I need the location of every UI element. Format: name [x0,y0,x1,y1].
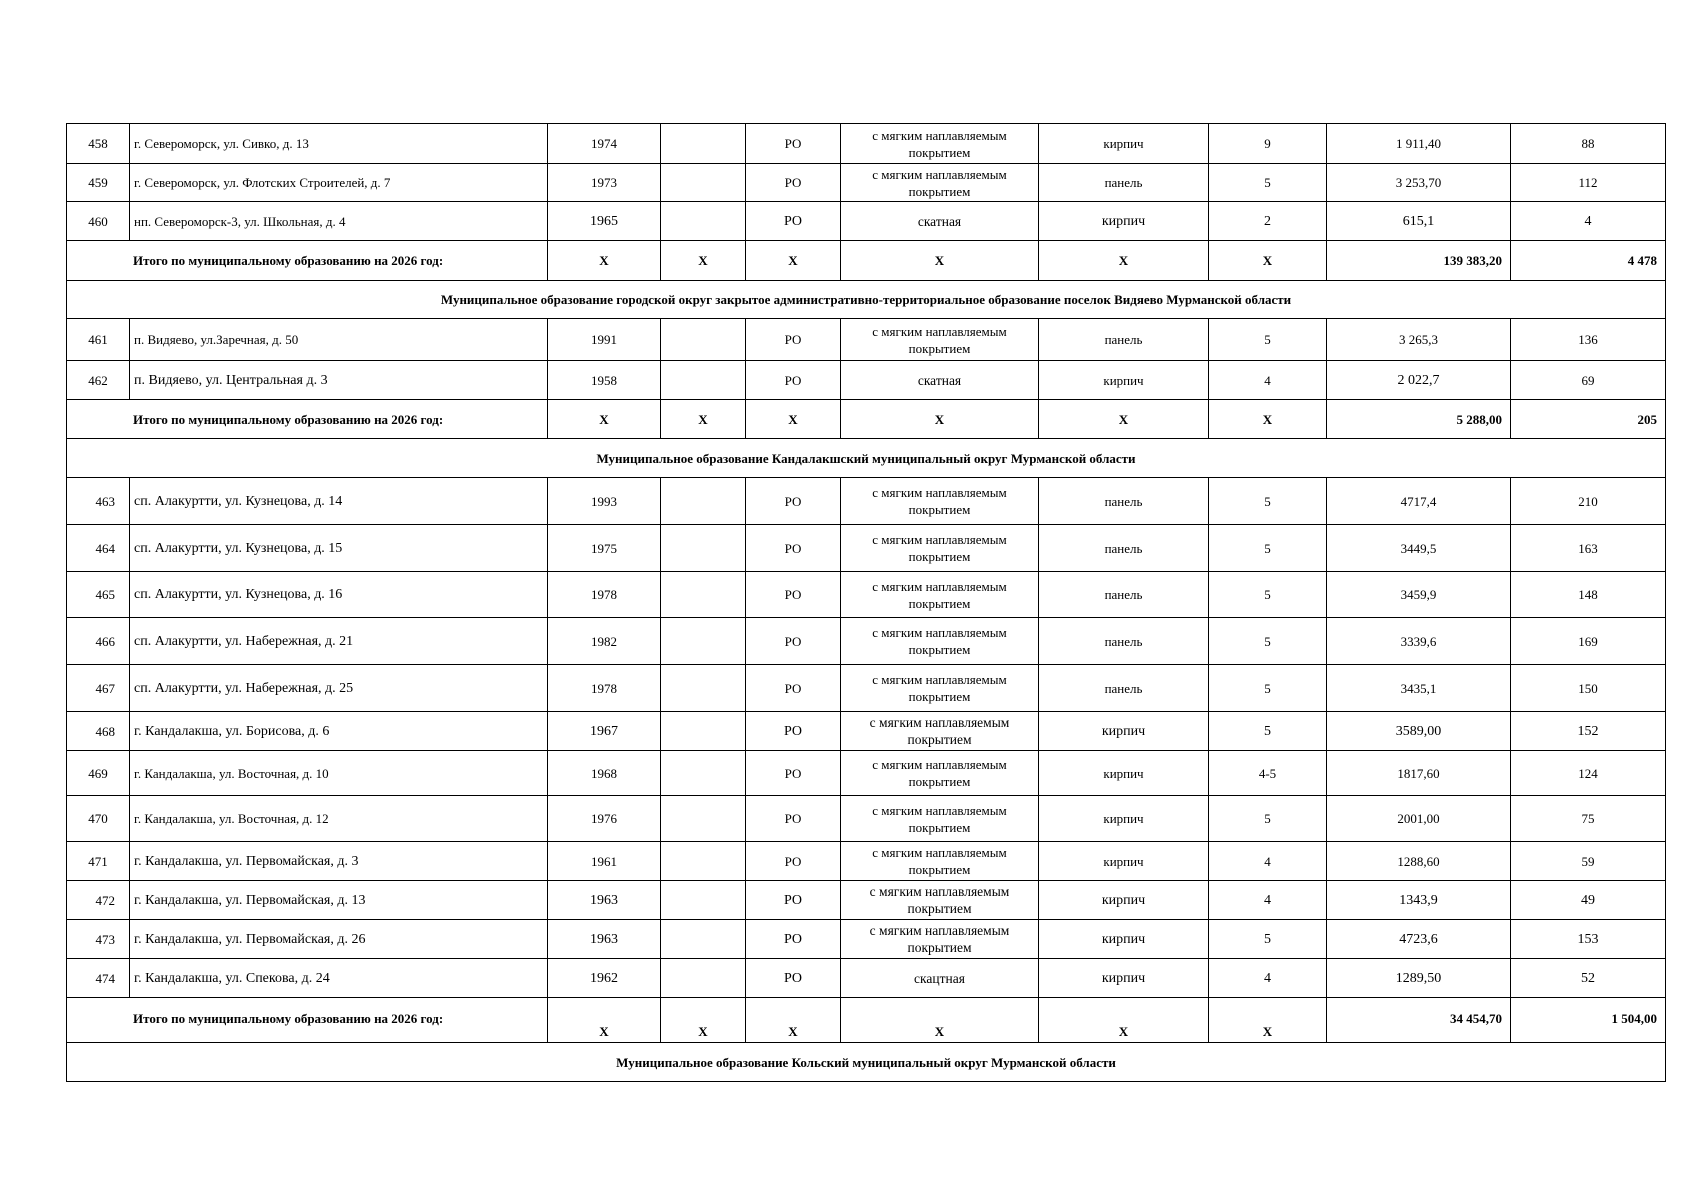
total-x-mark: Х [661,400,746,439]
total-x-mark: Х [661,241,746,281]
row-floors: 5 [1209,478,1327,525]
row-year: 1974 [548,124,661,164]
row-area: 3339,6 [1327,618,1511,665]
row-number: 470 [67,796,130,842]
row-blank [661,319,746,361]
total-row [67,400,1666,439]
row-year: 1982 [548,618,661,665]
total-x-mark: Х [841,998,1039,1043]
row-year: 1978 [548,572,661,618]
row-material: кирпич [1039,202,1209,241]
row-residents: 152 [1511,712,1666,751]
row-number: 462 [67,361,130,400]
row-address: г. Кандалакша, ул. Спекова, д. 24 [130,959,548,998]
row-type: РО [746,319,841,361]
row-number: 472 [67,881,130,920]
row-blank [661,751,746,796]
row-year: 1962 [548,959,661,998]
row-number: 466 [67,618,130,665]
table-row [67,959,1666,998]
total-residents: 205 [1511,400,1666,439]
row-floors: 4 [1209,361,1327,400]
row-blank [661,525,746,572]
section-row [67,1043,1666,1082]
table-row [67,124,1666,164]
row-area: 4723,6 [1327,920,1511,959]
row-residents: 150 [1511,665,1666,712]
row-floors: 9 [1209,124,1327,164]
row-type: РО [746,572,841,618]
row-number: 463 [67,478,130,525]
row-roof: с мягким наплавляемым покрытием [841,525,1039,572]
row-area: 3459,9 [1327,572,1511,618]
row-year: 1973 [548,164,661,202]
row-residents: 124 [1511,751,1666,796]
row-blank [661,478,746,525]
row-year: 1967 [548,712,661,751]
row-residents: 148 [1511,572,1666,618]
total-x-mark: Х [1209,241,1327,281]
row-address: г. Кандалакша, ул. Восточная, д. 12 [130,796,548,842]
row-type: РО [746,361,841,400]
row-roof: с мягким наплавляемым покрытием [841,319,1039,361]
row-residents: 210 [1511,478,1666,525]
table-row [67,525,1666,572]
row-address: г. Североморск, ул. Флотских Строителей, д. 7 [130,164,548,202]
row-year: 1965 [548,202,661,241]
total-x-mark: Х [1209,998,1327,1043]
row-area: 1289,50 [1327,959,1511,998]
row-residents: 88 [1511,124,1666,164]
total-x-mark: Х [548,998,661,1043]
total-x-mark: Х [746,400,841,439]
row-roof: с мягким наплавляемым покрытием [841,796,1039,842]
table-row [67,796,1666,842]
row-material: кирпич [1039,751,1209,796]
row-residents: 153 [1511,920,1666,959]
row-area: 3589,00 [1327,712,1511,751]
section-heading: Муниципальное образование городской округ закрытое административно-территориальное образование поселок Видяево Мурманской области [67,281,1666,319]
row-address: п. Видяево, ул.Заречная, д. 50 [130,319,548,361]
row-number: 458 [67,124,130,164]
row-area: 2001,00 [1327,796,1511,842]
total-label: Итого по муниципальному образованию на 2026 год: [67,241,548,281]
row-floors: 5 [1209,572,1327,618]
row-floors: 4 [1209,881,1327,920]
table-row [67,665,1666,712]
row-area: 615,1 [1327,202,1511,241]
row-type: РО [746,959,841,998]
row-roof: с мягким наплавляемым покрытием [841,665,1039,712]
row-year: 1975 [548,525,661,572]
row-type: РО [746,124,841,164]
total-label: Итого по муниципальному образованию на 2026 год: [67,998,548,1043]
row-type: РО [746,712,841,751]
row-type: РО [746,751,841,796]
row-roof: скатная [841,361,1039,400]
row-area: 3449,5 [1327,525,1511,572]
row-floors: 5 [1209,712,1327,751]
row-blank [661,712,746,751]
total-area: 34 454,70 [1327,998,1511,1043]
row-residents: 75 [1511,796,1666,842]
row-number: 464 [67,525,130,572]
row-roof: скацтная [841,959,1039,998]
table-row [67,572,1666,618]
row-address: сп. Алакуртти, ул. Кузнецова, д. 16 [130,572,548,618]
row-address: нп. Североморск-3, ул. Школьная, д. 4 [130,202,548,241]
row-floors: 2 [1209,202,1327,241]
row-year: 1958 [548,361,661,400]
row-material: кирпич [1039,920,1209,959]
row-area: 1288,60 [1327,842,1511,881]
row-roof: с мягким наплавляемым покрытием [841,164,1039,202]
row-type: РО [746,920,841,959]
row-number: 460 [67,202,130,241]
row-residents: 163 [1511,525,1666,572]
total-x-mark: Х [1039,400,1209,439]
row-year: 1961 [548,842,661,881]
row-roof: с мягким наплавляемым покрытием [841,881,1039,920]
total-x-mark: Х [841,241,1039,281]
total-row [67,998,1666,1043]
row-address: сп. Алакуртти, ул. Кузнецова, д. 15 [130,525,548,572]
row-blank [661,202,746,241]
row-roof: с мягким наплавляемым покрытием [841,124,1039,164]
row-number: 474 [67,959,130,998]
table-row [67,881,1666,920]
row-floors: 5 [1209,164,1327,202]
row-residents: 112 [1511,164,1666,202]
row-address: г. Кандалакша, ул. Первомайская, д. 26 [130,920,548,959]
row-address: г. Кандалакша, ул. Первомайская, д. 3 [130,842,548,881]
row-material: кирпич [1039,124,1209,164]
total-x-mark: Х [1039,241,1209,281]
row-address: сп. Алакуртти, ул. Набережная, д. 21 [130,618,548,665]
total-x-mark: Х [1209,400,1327,439]
row-address: г. Кандалакша, ул. Борисова, д. 6 [130,712,548,751]
row-material: панель [1039,618,1209,665]
row-material: кирпич [1039,842,1209,881]
row-roof: с мягким наплавляемым покрытием [841,572,1039,618]
row-floors: 5 [1209,319,1327,361]
row-roof: с мягким наплавляемым покрытием [841,920,1039,959]
total-area: 5 288,00 [1327,400,1511,439]
row-year: 1976 [548,796,661,842]
table-row [67,361,1666,400]
row-number: 467 [67,665,130,712]
total-residents: 1 504,00 [1511,998,1666,1043]
row-number: 473 [67,920,130,959]
row-area: 1343,9 [1327,881,1511,920]
row-residents: 136 [1511,319,1666,361]
section-heading: Муниципальное образование Кольский муниципальный округ Мурманской области [67,1043,1666,1082]
row-year: 1993 [548,478,661,525]
row-type: РО [746,665,841,712]
row-area: 2 022,7 [1327,361,1511,400]
row-blank [661,665,746,712]
row-address: сп. Алакуртти, ул. Кузнецова, д. 14 [130,478,548,525]
row-floors: 5 [1209,618,1327,665]
table-body [67,124,1666,1082]
row-floors: 5 [1209,796,1327,842]
row-number: 468 [67,712,130,751]
total-x-mark: Х [548,241,661,281]
row-type: РО [746,842,841,881]
row-area: 3 265,3 [1327,319,1511,361]
table-row [67,842,1666,881]
total-x-mark: Х [746,998,841,1043]
row-year: 1968 [548,751,661,796]
row-blank [661,618,746,665]
row-material: кирпич [1039,361,1209,400]
row-material: кирпич [1039,881,1209,920]
row-number: 471 [67,842,130,881]
row-year: 1963 [548,881,661,920]
table-row [67,202,1666,241]
row-material: панель [1039,319,1209,361]
row-address: г. Кандалакша, ул. Первомайская, д. 13 [130,881,548,920]
row-floors: 4 [1209,842,1327,881]
row-material: кирпич [1039,712,1209,751]
row-material: панель [1039,572,1209,618]
row-number: 461 [67,319,130,361]
row-roof: с мягким наплавляемым покрытием [841,618,1039,665]
row-residents: 4 [1511,202,1666,241]
section-row [67,439,1666,478]
row-blank [661,842,746,881]
row-type: РО [746,164,841,202]
row-roof: с мягким наплавляемым покрытием [841,712,1039,751]
total-label: Итого по муниципальному образованию на 2026 год: [67,400,548,439]
row-type: РО [746,881,841,920]
housing-register-table [66,123,1666,1082]
row-material: панель [1039,164,1209,202]
row-residents: 69 [1511,361,1666,400]
table-row [67,319,1666,361]
row-year: 1963 [548,920,661,959]
row-roof: с мягким наплавляемым покрытием [841,751,1039,796]
row-roof: с мягким наплавляемым покрытием [841,478,1039,525]
table-row [67,618,1666,665]
row-blank [661,361,746,400]
section-row [67,281,1666,319]
row-address: г. Кандалакша, ул. Восточная, д. 10 [130,751,548,796]
row-address: г. Североморск, ул. Сивко, д. 13 [130,124,548,164]
row-floors: 4 [1209,959,1327,998]
row-floors: 5 [1209,665,1327,712]
row-type: РО [746,478,841,525]
row-blank [661,572,746,618]
row-type: РО [746,618,841,665]
row-area: 3435,1 [1327,665,1511,712]
row-residents: 169 [1511,618,1666,665]
row-floors: 5 [1209,920,1327,959]
row-year: 1978 [548,665,661,712]
table-row [67,712,1666,751]
row-blank [661,124,746,164]
section-heading: Муниципальное образование Кандалакшский муниципальный округ Мурманской области [67,439,1666,478]
row-type: РО [746,525,841,572]
row-address: п. Видяево, ул. Центральная д. 3 [130,361,548,400]
row-floors: 4-5 [1209,751,1327,796]
total-x-mark: Х [841,400,1039,439]
total-area: 139 383,20 [1327,241,1511,281]
row-number: 459 [67,164,130,202]
table-row [67,478,1666,525]
row-material: панель [1039,665,1209,712]
total-x-mark: Х [1039,998,1209,1043]
row-year: 1991 [548,319,661,361]
row-area: 4717,4 [1327,478,1511,525]
row-number: 469 [67,751,130,796]
row-address: сп. Алакуртти, ул. Набережная, д. 25 [130,665,548,712]
row-blank [661,959,746,998]
table-row [67,920,1666,959]
row-material: панель [1039,478,1209,525]
row-residents: 49 [1511,881,1666,920]
total-row [67,241,1666,281]
row-area: 3 253,70 [1327,164,1511,202]
row-material: кирпич [1039,796,1209,842]
row-material: панель [1039,525,1209,572]
row-type: РО [746,202,841,241]
row-number: 465 [67,572,130,618]
row-roof: с мягким наплавляемым покрытием [841,842,1039,881]
total-x-mark: Х [548,400,661,439]
row-material: кирпич [1039,959,1209,998]
row-floors: 5 [1209,525,1327,572]
total-x-mark: Х [661,998,746,1043]
row-roof: скатная [841,202,1039,241]
total-residents: 4 478 [1511,241,1666,281]
table-row [67,164,1666,202]
row-blank [661,920,746,959]
row-blank [661,881,746,920]
row-residents: 59 [1511,842,1666,881]
row-area: 1 911,40 [1327,124,1511,164]
row-residents: 52 [1511,959,1666,998]
row-blank [661,164,746,202]
table-row [67,751,1666,796]
row-blank [661,796,746,842]
row-area: 1817,60 [1327,751,1511,796]
total-x-mark: Х [746,241,841,281]
row-type: РО [746,796,841,842]
